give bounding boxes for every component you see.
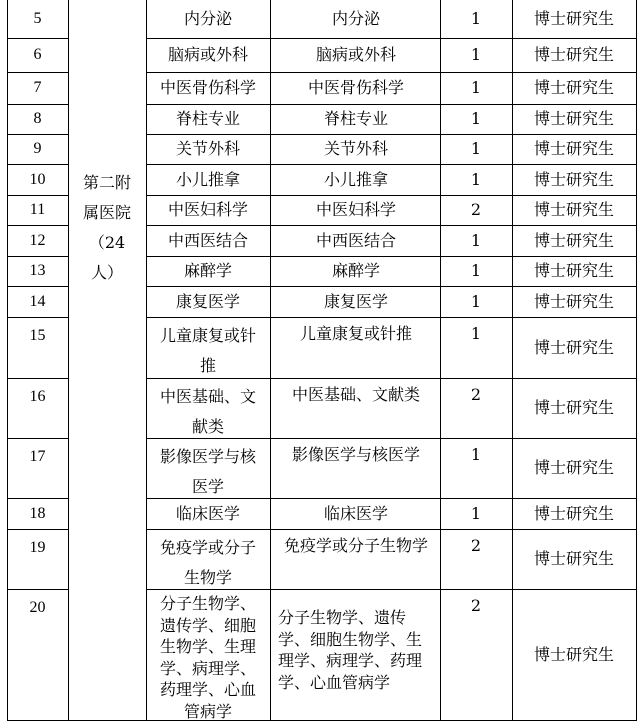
position-line: 遗传学、细胞 xyxy=(159,615,256,635)
department-line: 第二附 xyxy=(82,173,131,192)
position-line: 脊柱专业 xyxy=(175,109,240,128)
position-name xyxy=(148,291,268,313)
major-line: 免疫学或分子生物学 xyxy=(283,536,428,555)
table-border-h xyxy=(146,72,637,73)
major-name xyxy=(278,384,434,406)
table-border-v xyxy=(7,0,8,721)
table-border-h xyxy=(146,134,637,135)
table-border-h xyxy=(146,225,637,226)
table-border-h xyxy=(7,589,69,590)
degree-requirement: 博士研究生 xyxy=(533,170,614,189)
table-border-v xyxy=(636,0,637,721)
degree-requirement: 博士研究生 xyxy=(533,78,614,97)
table-border-h xyxy=(7,529,69,530)
major-name xyxy=(278,44,434,66)
position-line: 学、病理学、 xyxy=(159,658,256,678)
position-line: 内分泌 xyxy=(183,9,232,28)
position-name xyxy=(148,138,268,160)
table-border-h xyxy=(146,256,637,257)
major-name xyxy=(278,260,434,282)
major-name xyxy=(278,138,434,160)
table-border-v xyxy=(440,0,441,721)
position-name xyxy=(148,260,268,282)
row-number: 7 xyxy=(33,79,42,96)
degree-requirement: 博士研究生 xyxy=(533,109,614,128)
head-count: 1 xyxy=(470,324,482,343)
position-name xyxy=(148,44,268,66)
degree-requirement: 博士研究生 xyxy=(533,45,614,64)
major-line: 理学、病理学、药理 xyxy=(278,651,423,670)
major-line: 影像医学与核医学 xyxy=(291,445,420,464)
degree-requirement: 博士研究生 xyxy=(533,504,614,523)
position-line: 中医骨伤科学 xyxy=(159,78,256,97)
major-name xyxy=(278,108,434,130)
position-line: 小儿推拿 xyxy=(175,170,240,189)
table-border-h xyxy=(146,498,637,499)
position-line: 儿童康复或针 xyxy=(159,326,256,345)
table-border-h xyxy=(7,195,69,196)
position-line: 临床医学 xyxy=(175,504,240,523)
major-line: 关节外科 xyxy=(323,139,388,158)
table-border-v xyxy=(146,0,147,721)
row-number: 16 xyxy=(29,388,46,405)
position-name xyxy=(148,593,268,722)
degree-requirement: 博士研究生 xyxy=(533,645,614,664)
table-border-v xyxy=(270,0,271,721)
head-count: 1 xyxy=(470,261,482,280)
row-number: 10 xyxy=(29,171,46,188)
table-border-h xyxy=(7,72,69,73)
position-line: 献类 xyxy=(191,417,224,436)
table-border-h xyxy=(7,498,69,499)
row-number: 6 xyxy=(33,46,42,63)
degree-requirement: 博士研究生 xyxy=(533,139,614,158)
head-count: 2 xyxy=(470,200,482,219)
head-count: 1 xyxy=(470,231,482,250)
position-name xyxy=(148,108,268,130)
major-name xyxy=(278,291,434,313)
major-name xyxy=(278,8,434,30)
position-line: 分子生物学、 xyxy=(159,594,256,613)
major-line: 内分泌 xyxy=(331,9,380,28)
table-border-h xyxy=(7,134,69,135)
position-line: 医学 xyxy=(191,477,224,496)
position-line: 推 xyxy=(199,356,216,375)
major-name xyxy=(278,199,434,221)
position-line: 生物学 xyxy=(183,568,232,587)
row-number: 15 xyxy=(29,327,46,344)
major-line: 小儿推拿 xyxy=(323,170,388,189)
head-count: 1 xyxy=(470,504,482,523)
table-border-h xyxy=(146,286,637,287)
major-name xyxy=(278,535,434,557)
major-name xyxy=(278,169,434,191)
major-name xyxy=(278,230,434,252)
head-count: 1 xyxy=(470,139,482,158)
head-count: 1 xyxy=(470,170,482,189)
row-number: 14 xyxy=(29,293,46,310)
table-border-h xyxy=(146,104,637,105)
position-line: 管病学 xyxy=(183,701,232,721)
head-count: 2 xyxy=(470,536,482,555)
head-count: 2 xyxy=(470,385,482,404)
degree-requirement: 博士研究生 xyxy=(533,200,614,219)
department-line: 属医院 xyxy=(82,203,131,222)
major-line: 学、细胞生物学、生 xyxy=(278,629,423,649)
position-line: 脑病或外科 xyxy=(167,45,248,64)
major-line: 脑病或外科 xyxy=(315,45,396,64)
position-line: 麻醉学 xyxy=(183,261,232,280)
table-border-h xyxy=(146,438,637,439)
table-border-h xyxy=(7,286,69,287)
major-name xyxy=(278,503,434,525)
table-border-v xyxy=(68,0,69,721)
table-border-h xyxy=(146,38,637,39)
table-border-h xyxy=(7,38,69,39)
position-name xyxy=(148,230,268,252)
position-line: 中医基础、文 xyxy=(159,387,256,406)
position-name xyxy=(148,8,268,30)
position-line: 药理学、心血 xyxy=(159,680,256,699)
position-name xyxy=(148,199,268,221)
major-line: 学、心血管病学 xyxy=(278,672,391,692)
position-name xyxy=(148,503,268,525)
position-line: 影像医学与核 xyxy=(159,447,256,466)
position-name xyxy=(148,382,268,442)
head-count: 1 xyxy=(470,45,482,64)
major-line: 中医妇科学 xyxy=(315,200,396,219)
position-name xyxy=(148,442,268,502)
table-border-h xyxy=(7,317,69,318)
degree-requirement: 博士研究生 xyxy=(533,261,614,280)
table-border-h xyxy=(7,225,69,226)
table-border-h xyxy=(7,164,69,165)
row-number: 5 xyxy=(33,10,42,27)
position-name xyxy=(148,321,268,381)
department-line: （24 xyxy=(88,233,126,252)
table-border-h xyxy=(7,720,637,721)
row-number: 11 xyxy=(29,201,46,218)
position-line: 中西医结合 xyxy=(167,231,248,250)
table-border-h xyxy=(146,195,637,196)
major-line: 分子生物学、遗传 xyxy=(278,608,407,627)
degree-requirement: 博士研究生 xyxy=(533,231,614,250)
table-border-h xyxy=(7,378,69,379)
table-border-v xyxy=(512,0,513,721)
head-count: 1 xyxy=(470,78,482,97)
major-line: 脊柱专业 xyxy=(323,109,388,128)
row-number: 18 xyxy=(29,505,46,522)
major-name xyxy=(278,77,434,99)
degree-requirement: 博士研究生 xyxy=(533,398,614,417)
row-number: 17 xyxy=(29,448,46,465)
row-number: 19 xyxy=(29,539,46,556)
degree-requirement: 博士研究生 xyxy=(533,549,614,568)
table-border-h xyxy=(146,589,637,590)
position-line: 关节外科 xyxy=(175,139,240,158)
department-line: 人） xyxy=(90,263,123,282)
table-border-h xyxy=(7,104,69,105)
degree-requirement: 博士研究生 xyxy=(533,458,614,477)
table-border-h xyxy=(146,529,637,530)
table-border-h xyxy=(146,164,637,165)
head-count: 1 xyxy=(470,445,482,464)
table-border-h xyxy=(7,438,69,439)
major-name xyxy=(278,607,434,693)
degree-requirement: 博士研究生 xyxy=(533,338,614,357)
row-number: 9 xyxy=(33,140,42,157)
row-number: 13 xyxy=(29,262,46,279)
position-line: 康复医学 xyxy=(175,292,240,311)
major-line: 中西医结合 xyxy=(315,231,396,250)
row-number: 8 xyxy=(33,110,42,127)
position-name xyxy=(148,77,268,99)
major-line: 临床医学 xyxy=(323,504,388,523)
major-line: 康复医学 xyxy=(323,292,388,311)
major-name xyxy=(278,444,434,466)
major-line: 麻醉学 xyxy=(331,261,380,280)
position-line: 免疫学或分子 xyxy=(159,538,256,557)
table-border-h xyxy=(146,378,637,379)
table-border-h xyxy=(146,317,637,318)
head-count: 1 xyxy=(470,9,482,28)
position-line: 生物学、生理 xyxy=(159,637,256,656)
head-count: 1 xyxy=(470,292,482,311)
major-line: 中医基础、文献类 xyxy=(291,385,420,404)
position-line: 中医妇科学 xyxy=(167,200,248,219)
head-count: 2 xyxy=(470,596,482,615)
degree-requirement: 博士研究生 xyxy=(533,9,614,28)
department-cell xyxy=(68,168,146,288)
head-count: 1 xyxy=(470,109,482,128)
major-line: 中医骨伤科学 xyxy=(307,78,404,97)
row-number: 20 xyxy=(29,599,46,616)
major-line: 儿童康复或针推 xyxy=(299,324,412,343)
degree-requirement: 博士研究生 xyxy=(533,292,614,311)
table-border-h xyxy=(7,256,69,257)
position-name xyxy=(148,169,268,191)
row-number: 12 xyxy=(29,232,46,249)
position-name xyxy=(148,533,268,593)
major-name xyxy=(278,323,434,345)
